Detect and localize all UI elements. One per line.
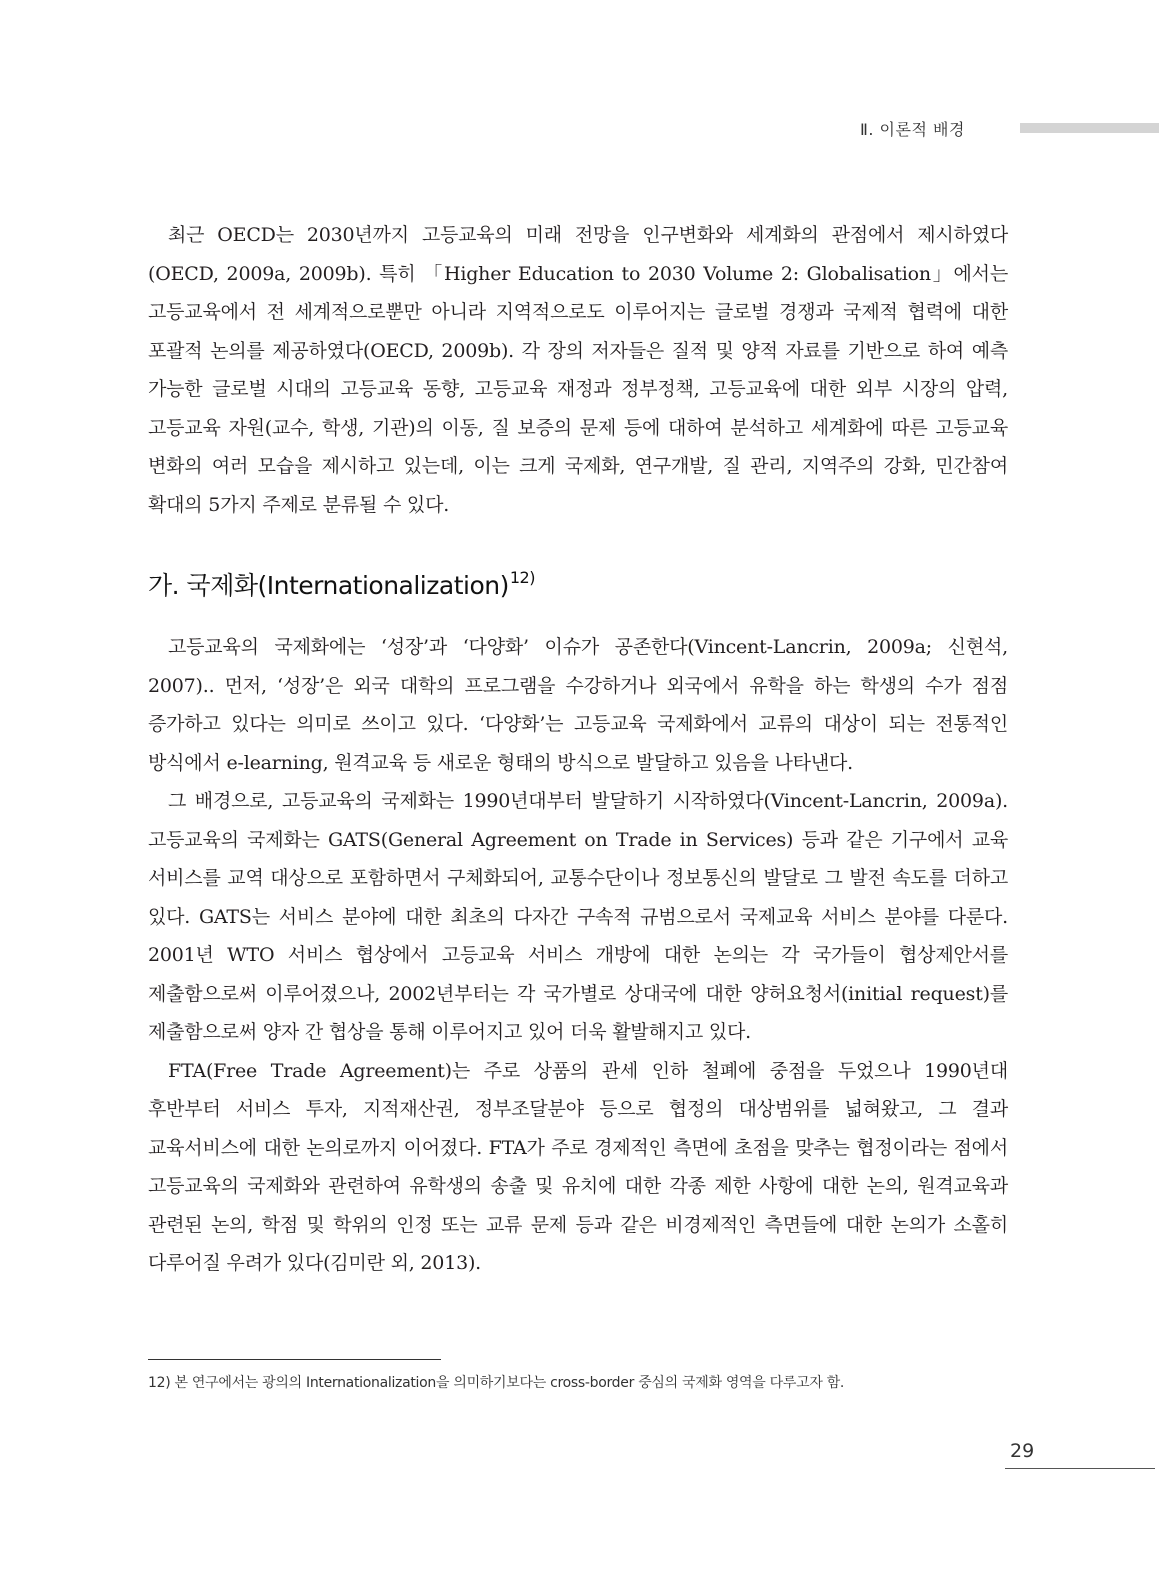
- section-body: [148, 628, 1008, 1283]
- page-number-rule: [1005, 1468, 1155, 1469]
- footnote-divider: [148, 1359, 441, 1360]
- section-heading-text: 가. 국제화(Internationalization): [148, 571, 509, 600]
- page-number: 29: [1010, 1440, 1035, 1462]
- body-paragraph: FTA(Free Trade Agreement)는 주로 상품의 관세 인하 철폐에 중점을 두었으나 1990년대 후반부터 서비스 투자, 지적재산권, 정부조달분야 등으로 협정의 대상범위를 넓혀왔고, 그 결과 교육서비스에 대한 논의로까지 이어졌다. FTA가 주로 경제적인 측면에 초점을 맞추는 협정이라는 점에서 고등교육의 국제화와 관련하여 유학생의 송출 및 유치에 대한 각종 제한 사항에 대한 논의, 원격교육과 관련된 논의, 학점 및 학위의 인정 또는 교류 문제 등과 같은 비경제적인 측면들에 대한 논의가 소홀히 다루어질 우려가 있다(김미란 외, 2013).: [148, 1059, 1008, 1274]
- body-paragraph: 그 배경으로, 고등교육의 국제화는 1990년대부터 발달하기 시작하였다(Vincent-Lancrin, 2009a). 고등교육의 국제화는 GATS(General Agreement on Trade in Services) 등과 같은 기구에서 교육 서비스를 교역 대상으로 포함하면서 구체화되어, 교통수단이나 정보통신의 발달로 그 발전 속도를 더하고 있다. GATS는 서비스 분야에 대한 최초의 다자간 구속적 규범으로서 국제교육 서비스 분야를 다룬다. 2001년 WTO 서비스 협상에서 고등교육 서비스 개방에 대한 논의는 각 국가들이 협상제안서를 제출함으로써 이루어졌으나, 2002년부터는 각 국가별로 상대국에 대한 양허요청서(initial request)를 제출함으로써 양자 간 협상을 통해 이루어지고 있어 더욱 활발해지고 있다.: [148, 790, 1008, 1043]
- running-header-title: Ⅱ. 이론적 배경: [860, 119, 965, 139]
- running-header-bar: [1020, 123, 1159, 133]
- footnote-reference: 12): [509, 568, 535, 587]
- intro-paragraph: 최근 OECD는 2030년까지 고등교육의 미래 전망을 인구변화와 세계화의 관점에서 제시하였다(OECD, 2009a, 2009b). 특히 「Higher Education to 2030 Volume 2: Globalisation」에서는 고등교육에서 전 세계적으로뿐만 아니라 지역적으로도 이루어지는 글로벌 경쟁과 국제적 협력에 대한 포괄적 논의를 제공하였다(OECD, 2009b). 각 장의 저자들은 질적 및 양적 자료를 기반으로 하여 예측 가능한 글로벌 시대의 고등교육 동향, 고등교육 재정과 정부정책, 고등교육에 대한 외부 시장의 압력, 고등교육 자원(교수, 학생, 기관)의 이동, 질 보증의 문제 등에 대하여 분석하고 세계화에 따른 고등교육 변화의 여러 모습을 제시하고 있는데, 이는 크게 국제화, 연구개발, 질 관리, 지역주의 강화, 민간참여 확대의 5가지 주제로 분류될 수 있다.: [148, 224, 1008, 516]
- running-header: [860, 116, 965, 140]
- footnote: 12) 본 연구에서는 광의의 Internationalization을 의미하기보다는 cross-border 중심의 국제화 영역을 다루고자 함.: [148, 1375, 845, 1391]
- section-heading: [148, 566, 535, 602]
- body-paragraph: 고등교육의 국제화에는 ‘성장’과 ‘다양화’ 이슈가 공존한다(Vincent-Lancrin, 2009a; 신현석, 2007).. 먼저, ‘성장’은 외국 대학의 프로그램을 수강하거나 외국에서 유학을 하는 학생의 수가 점점 증가하고 있다는 의미로 쓰이고 있다. ‘다양화’는 고등교육 국제화에서 교류의 대상이 되는 전통적인 방식에서 e-learning, 원격교육 등 새로운 형태의 방식으로 발달하고 있음을 나타낸다.: [148, 636, 1008, 774]
